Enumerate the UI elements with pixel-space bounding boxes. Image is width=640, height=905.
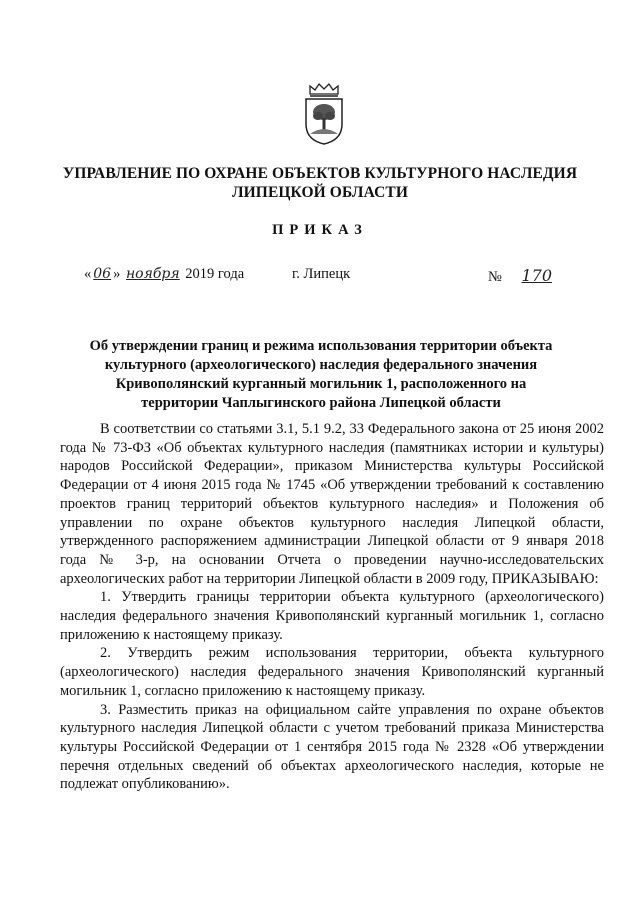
date-place-number-line	[0, 266, 640, 290]
close-quote: »	[113, 266, 121, 282]
date-day: 06	[93, 266, 112, 282]
number-value: 170	[521, 266, 553, 285]
order-subject: Об утверждении границ и режима использования территории объекта культурного (археологического) наследия федерального значения Кривополянский курганный могильник 1, расположенного на территории Чаплыгинского района Липецкой области	[89, 338, 553, 411]
document-city: г. Липецк	[292, 266, 351, 282]
order-body	[60, 420, 604, 794]
date-month: ноября	[125, 266, 180, 282]
lipetsk-coat-of-arms-icon	[302, 82, 346, 146]
order-item-3: 3. Разместить приказ на официальном сайте управления по охране объектов культурного наследия Липецкой области с учетом требований приказа Министерства культуры Российской Федерации от 1 сентября 2015 года № 2328 «Об утверждении перечня отдельных сведений об объектах археологического наследия, которые не подлежат опубликованию».	[60, 701, 604, 793]
document-type: ПРИКАЗ	[272, 222, 368, 238]
organization-title: УПРАВЛЕНИЕ ПО ОХРАНЕ ОБЪЕКТОВ КУЛЬТУРНОГО НАСЛЕДИЯ ЛИПЕЦКОЙ ОБЛАСТИ	[62, 165, 578, 201]
document-date	[84, 266, 244, 283]
number-label: №	[488, 269, 502, 285]
preamble-paragraph: В соответствии со статьями 3.1, 5.1 9.2, 33 Федерального закона от 25 июня 2002 года № 73-ФЗ «Об объектах культурного наследия (памятниках истории и культуры) народов Российской Федерации», приказом Министерства культуры Российской Федерации от 4 июня 2015 года № 1745 «Об утверждении требований к составлению проектов границ территорий объектов культурного наследия» и Положения об управлении по охране объектов культурного наследия Липецкой области, утвержденного распоряжением администрации Липецкой области от 9 января 2018 года № 3-р, на основании Отчета о проведении научно-исследовательских археологических работ на территории Липецкой области в 2009 году, ПРИКАЗЫВАЮ:	[60, 421, 604, 587]
order-item-1: 1. Утвердить границы территории объекта культурного (археологического) наследия федерального значения Кривополянский курганный могильник 1, согласно приложению к настоящему приказу.	[60, 589, 604, 643]
date-year: 2019 года	[185, 266, 245, 282]
document-number	[488, 266, 615, 286]
order-item-2: 2. Утвердить режим использования территории, объекта культурного (археологического) наследия федерального значения Кривополянский курганный могильник 1, согласно приложению к настоящему приказу.	[60, 645, 604, 699]
open-quote: «	[84, 266, 92, 282]
